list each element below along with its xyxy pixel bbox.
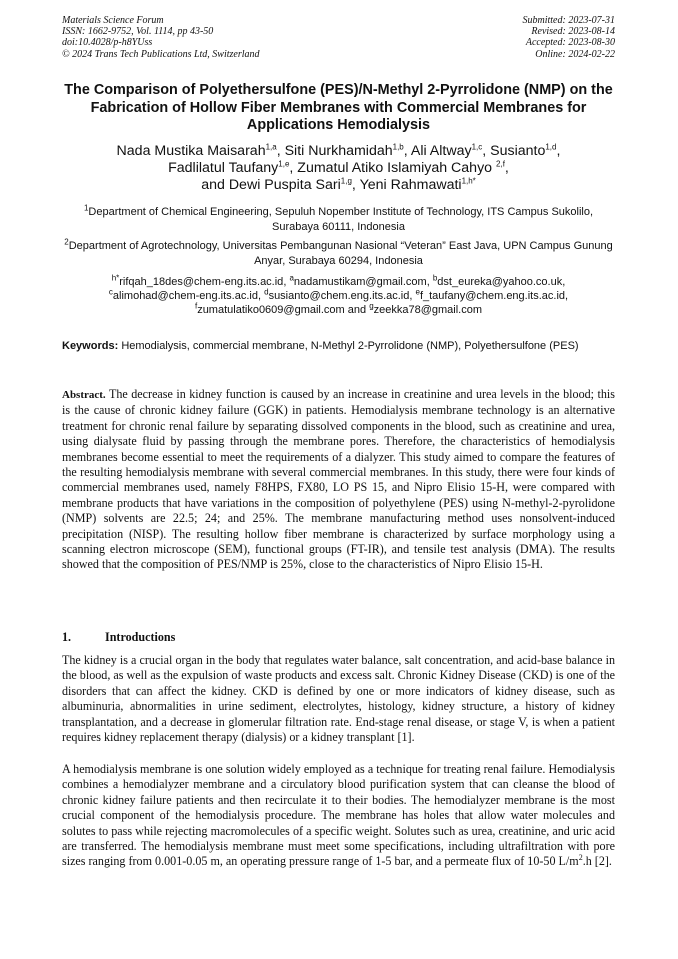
email[interactable]: $^d$susianto@chem.eng.its.ac.id [264, 287, 410, 302]
section-heading [62, 630, 175, 645]
author: Dewi Puspita Sari$^{1,g}$ [228, 176, 352, 194]
emails-joiner: and [347, 304, 367, 316]
section-number: 1. [62, 630, 72, 644]
doi: doi:10.4028/p-h8YUss [62, 37, 153, 49]
journal-name: Materials Science Forum [62, 15, 164, 26]
online-date: Online: 2024-02-22 [535, 48, 615, 60]
abstract-label: Abstract. [62, 389, 106, 401]
abstract [62, 387, 615, 573]
keywords-text: Hemodialysis, commercial membrane, N-Methyl 2-Pyrrolidone (NMP), Polyethersulfone (PES) [121, 340, 579, 352]
abstract-text: The decrease in kidney function is caused by an increase in creatinine and urea levels in the blood; this is the cause of chronic kidney failure (GGK) in patients. Hemodialysis membrane technology is an alternative treatment for chronic renal failure by separating dissolved components in the blood, such as creatinine and urea, using dialysate fluid by passing through the membrane pores. Therefore, the characteristics of hemodialysis membranes become essential to meet the requirements of a dialyzer. This study aimed to compare the features of the resulting hemodialysis membrane with several commercial membranes. In this study, there were four kinds of commercial membranes used, namely F8HPS, FX80, LO PS 15, and Nipro Elisio 15-H, were compared with membrane products that have variations in the composition of polyethylene (PES) using N-methyl-2-pyrolidone (NMP) solvents are 22.5; 24; and 25%. The membrane manufacturing method uses nonsolvent-induced precipitation (NISP). The resulting hollow fiber membrane is characterized by surface morphology using a scanning electron microscope (SEM), functional groups (FT-IR), and tensile test analysis (DMA). The results showed that the composition of PES/NMP is 25%, close to the characteristics of Nipro Elisio 15-H. [62, 387, 615, 572]
author: Fadlilatul Taufany$^{1,e}$ [168, 159, 290, 177]
affiliation: $^1$Department of Chemical Engineering, Sepuluh Nopember Institute of Technology, ITS Campus Sukolilo, Surabaya 60111, Indonesia [83, 203, 594, 233]
email[interactable]: $^g$zeekka78@gmail.com [369, 301, 483, 316]
email[interactable]: $^c$alimohad@chem-eng.its.ac.id [108, 287, 258, 302]
email-list: $^{h*}$rifqah_18des@chem-eng.its.ac.id, $^a$nadamustikam@gmail.com, $^b$dst_eureka@yahoo.co.uk, $^c$alimohad@chem-eng.its.ac.id, $^d$susianto@chem.eng.its.ac.id, $^e$f_taufany@chem.eng.its.ac.id, $^f$zumatulatiko0609@gmail.com and $^g$zeekka78@gmail.com [108, 273, 569, 316]
email[interactable]: $^a$nadamustikam@gmail.com [289, 273, 427, 288]
keywords-label: Keywords: [62, 340, 119, 352]
email[interactable]: $^f$zumatulatiko0609@gmail.com [194, 301, 345, 316]
author: Ali Altway$^{1,c}$ [410, 142, 483, 159]
paper-title: The Comparison of Polyethersulfone (PES)/N-Methyl 2-Pyrrolidone (NMP) on the Fabrication of Hollow Fiber Membranes with Commercial Membranes for Applications Hemodialysis [64, 82, 613, 134]
section-title: Introductions [105, 630, 176, 644]
copyright: © 2024 Trans Tech Publications Ltd, Switzerland [62, 48, 260, 60]
email[interactable]: $^{h*}$rifqah_18des@chem-eng.its.ac.id [111, 273, 284, 288]
author: Yeni Rahmawati$^{1,h*}$ [359, 176, 476, 194]
body-paragraph: A hemodialysis membrane is one solution widely employed as a technique for treating renal failure. Hemodialysis combines a hemodialyzer membrane and a circulatory blood purification system that can cleanse the blood of chronic kidney failure patients and then recirculate it to their bodies. The hemodialyzer membrane is the most crucial component of the hemodialysis procedure. The membrane has holes that allow water molecules and solutes to pass while rejecting macromolecules of a specific weight. Solutes such as urea, creatinine, and uric acid are transferred. The hemodialysis membrane must meet some specifications, including ultrafiltration with pore sizes ranging from 0.001-0.05 m, an operating pressure range of 1-5 bar, and a permeate flux of 10-50 $L/m^2.h$ [2]. [62, 762, 615, 869]
author: Zumatul Atiko Islamiyah Cahyo $^{2,f}$ [297, 159, 505, 177]
author: Siti Nurkhamidah$^{1,b}$ [284, 142, 404, 159]
author: Nada Mustika Maisarah$^{1,a}$ [116, 142, 277, 159]
issn: ISSN: 1662-9752, Vol. 1114, pp 43-50 [62, 26, 214, 38]
accepted-date: Accepted: 2023-08-30 [525, 37, 615, 49]
email[interactable]: $^e$f_taufany@chem.eng.its.ac.id [415, 287, 566, 302]
keywords [62, 339, 615, 353]
body-paragraph: The kidney is a crucial organ in the body that regulates water balance, salt concentration, and acid-base balance in the blood, as well as the expulsion of waste products and excess salt. Chronic Kidney Disease (CKD) is one of the disorders that can affect the kidney. CKD is defined by one or more indicators of kidney disease, such as albuminuria, abnormalities in urine sediment, electrolytes, histology, kidney structure, a history of kidney transplantation, and a decrease in glomerular filtration rate. End-stage renal disease, or stage V, is when a patient requires kidney replacement therapy (dialysis) or a kidney transplant [1]. [62, 653, 615, 745]
submitted-date: Submitted: 2023-07-31 [522, 15, 615, 26]
author: Susianto$^{1,d}$ [490, 142, 557, 159]
authors-joiner: and [201, 177, 225, 194]
author-list: Nada Mustika Maisarah$^{1,a}$, Siti Nurkhamidah$^{1,b}$, Ali Altway$^{1,c}$, Susianto$^{1,d}$, Fadlilatul Taufany$^{1,e}$, Zumatul Atiko Islamiyah Cahyo $^{2,f}$, and Dewi Puspita Sari$^{1,g}$, Yeni Rahmawati$^{1,h*}$ [116, 142, 561, 194]
publication-dates [523, 15, 616, 60]
affiliation: $^2$Department of Agrotechnology, Universitas Pembangunan Nasional “Veteran” East Java, UPN Campus Gunung Anyar, Surabaya 60294, Indonesia [64, 237, 613, 267]
journal-info [62, 15, 260, 60]
email[interactable]: $^b$dst_eureka@yahoo.co.uk [432, 273, 563, 288]
revised-date: Revised: 2023-08-14 [531, 26, 615, 38]
